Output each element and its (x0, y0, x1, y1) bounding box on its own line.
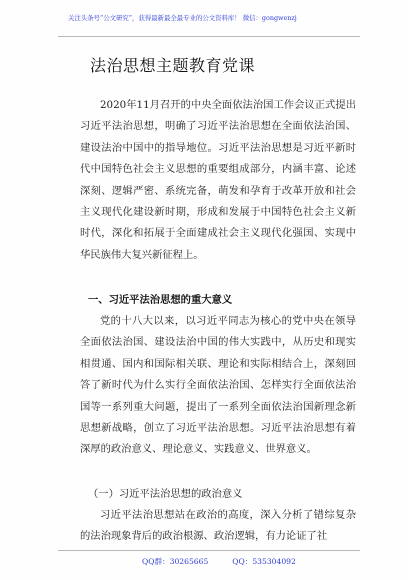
header-promo-banner[interactable]: 关注头条号“公文研究”，获得最新最全最专业的公文资料库！ 微信：gongwenzj (68, 14, 297, 22)
footer-qq: QQ：535304092 (232, 557, 296, 566)
paragraph-significance: 党的十八大以来，以习近平同志为核心的党中央在领导全面依法治国、建设法治中国的伟大实践中，从历史和现实相贯通、国内和国际相关联、理论和实际相结合上，深刻回答了新时代为什么实行全面依法治国、怎样实行全面依法治国等一系列重大问题，提出了一系列全面依法治国新理念新思想新战略，创立了习近平法治思想。习近平法治思想有着深厚的政治意义、理论意义、实践意义、世界意义。 (80, 315, 356, 456)
paragraph-political: 习近平法治思想站在政治的高度，深入分析了错综复杂的法治现象背后的政治根源、政治逻辑，有力论证了社 (80, 509, 356, 543)
footer-contact (142, 556, 342, 568)
section-heading-significance: 一、习近平法治思想的重大意义 (88, 294, 233, 306)
paragraph-intro: 2020年11月召开的中央全面依法治国工作会议正式提出习近平法治思想，明确了习近平法治思想在全面依法治国、建设法治中国中的指导地位。习近平法治思想是习近平新时代中国特色社会主义思想的重要组成部分，内涵丰富、论述深刻、逻辑严密、系统完备，萌发和孕育于改革开放和社会主义现代化建设新时期，形成和发展于中国特色社会主义新时代，深化和拓展于全面建成社会主义现代化强国、实现中华民族伟大复兴新征程上。 (80, 99, 356, 261)
subsection-heading-political: （一）习近平法治思想的政治意义 (88, 488, 243, 500)
document-title: 法治思想主题教育党课 (90, 56, 256, 75)
footer-divider (58, 550, 360, 551)
footer-qq-group: QQ群：30265665 (142, 557, 209, 566)
header-divider (58, 36, 360, 37)
